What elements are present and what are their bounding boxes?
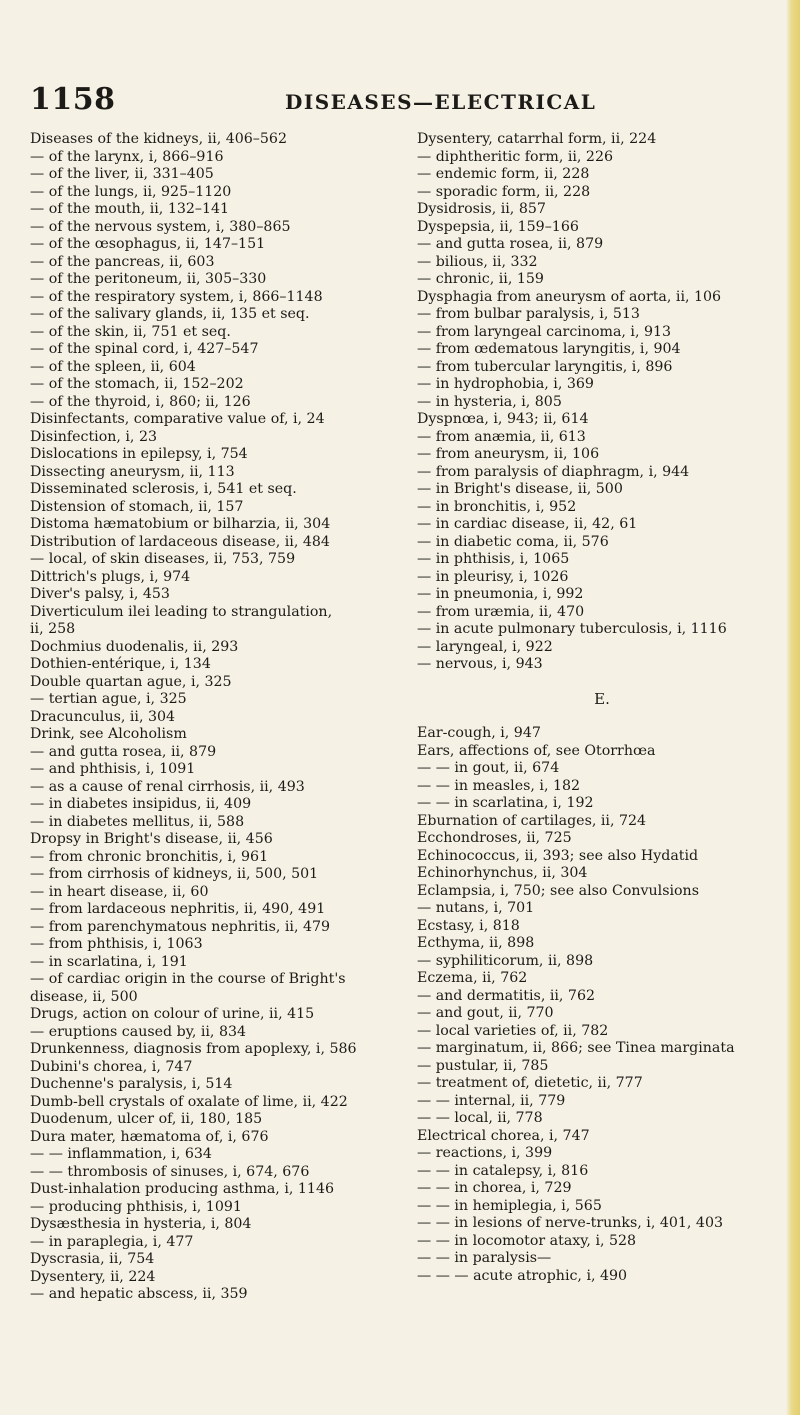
index-entry: — — in paralysis—: [417, 1250, 552, 1266]
index-entry: Dumb-bell crystals of oxalate of lime, ii, 422: [30, 1093, 348, 1110]
index-entry: — from tubercular laryngitis, i, 896: [417, 358, 673, 375]
index-entry: Dust-inhalation producing asthma, i, 1146: [30, 1181, 334, 1197]
index-entry: — — inflammation, i, 634: [30, 1146, 212, 1162]
index-entry: — from cirrhosis of kidneys, ii, 500, 501: [30, 866, 319, 882]
index-entry: Ecthyma, ii, 898: [417, 935, 535, 951]
index-entry: — chronic, ii, 159: [417, 271, 544, 287]
index-entry: — in pneumonia, i, 992: [417, 586, 584, 602]
index-entry: — laryngeal, i, 922: [417, 638, 553, 655]
index-section-e: [417, 725, 787, 1285]
index-entry: Dyspepsia, ii, 159–166: [417, 218, 579, 235]
index-entry: — marginatum, ii, 866; see Tinea marginata: [417, 1040, 735, 1056]
index-entry: Dysidrosis, ii, 857: [417, 201, 546, 217]
index-entry: — of the lungs, ii, 925–1120: [30, 183, 232, 200]
index-entry: — — internal, ii, 779: [417, 1092, 566, 1109]
index-entry: Disinfection, i, 23: [30, 428, 158, 445]
index-entry: — local varieties of, ii, 782: [417, 1022, 609, 1039]
index-entry: Dochmius duodenalis, ii, 293: [30, 638, 239, 655]
index-entry: disease, ii, 500: [30, 988, 138, 1005]
index-entry: — from œdematous laryngitis, i, 904: [417, 341, 681, 357]
index-entry: — in diabetes insipidus, ii, 409: [30, 796, 252, 812]
index-entry: — from chronic bronchitis, i, 961: [30, 848, 269, 865]
index-entry: — eruptions caused by, ii, 834: [30, 1023, 247, 1040]
index-entry: — of the spleen, ii, 604: [30, 358, 196, 375]
index-entry: Eczema, ii, 762: [417, 970, 528, 986]
page-number: 1158: [30, 82, 116, 117]
index-entry: — from lardaceous nephritis, ii, 490, 491: [30, 901, 326, 917]
index-entry: — tertian ague, i, 325: [30, 691, 187, 707]
index-entry: — and gout, ii, 770: [417, 1005, 554, 1021]
index-entry: Duodenum, ulcer of, ii, 180, 185: [30, 1111, 263, 1127]
index-entry: Ecstasy, i, 818: [417, 917, 520, 934]
index-entry: — pustular, ii, 785: [417, 1057, 549, 1074]
index-entry: — in bronchitis, i, 952: [417, 498, 577, 515]
index-entry: — from paralysis of diaphragm, i, 944: [417, 463, 690, 480]
index-entry: Electrical chorea, i, 747: [417, 1127, 590, 1144]
index-entry: — — in gout, ii, 674: [417, 760, 560, 776]
index-entry: — in hysteria, i, 805: [417, 393, 562, 410]
index-entry: Dysæsthesia in hysteria, i, 804: [30, 1216, 252, 1232]
index-entry: Dothien-entérique, i, 134: [30, 656, 211, 672]
index-entry: — in phthisis, i, 1065: [417, 551, 570, 567]
index-entry: — and hepatic abscess, ii, 359: [30, 1286, 248, 1302]
index-entry: — syphiliticorum, ii, 898: [417, 952, 594, 969]
index-entry: — of the mouth, ii, 132–141: [30, 201, 230, 217]
index-entry: — — — acute atrophic, i, 490: [417, 1267, 628, 1284]
running-head: DISEASES—ELECTRICAL: [285, 90, 597, 114]
index-entry: Diseases of the kidneys, ii, 406–562: [30, 131, 287, 147]
index-entry: — of the stomach, ii, 152–202: [30, 376, 244, 392]
index-entry: — from uræmia, ii, 470: [417, 603, 585, 620]
index-entry: — — in locomotor ataxy, i, 528: [417, 1232, 637, 1249]
index-column-left: [30, 131, 415, 1304]
index-entry: — bilious, ii, 332: [417, 253, 538, 270]
index-entry: — reactions, i, 399: [417, 1145, 553, 1161]
index-entry: Diver's palsy, i, 453: [30, 586, 170, 602]
index-entry: — in heart disease, ii, 60: [30, 883, 209, 900]
index-entry: Dislocations in epilepsy, i, 754: [30, 446, 248, 462]
index-entry: ii, 258: [30, 621, 76, 637]
index-entry: — from aneurysm, ii, 106: [417, 446, 600, 462]
index-entry: — of the nervous system, i, 380–865: [30, 218, 291, 235]
index-entry: — and dermatitis, ii, 762: [417, 987, 596, 1004]
index-entry: Dyspnœa, i, 943; ii, 614: [417, 411, 589, 427]
index-entry: — in Bright's disease, ii, 500: [417, 481, 623, 497]
index-entry: Dyscrasia, ii, 754: [30, 1251, 155, 1267]
index-entry: — producing phthisis, i, 1091: [30, 1198, 242, 1215]
index-section-d: [417, 131, 787, 674]
index-entry: Eburnation of cartilages, ii, 724: [417, 812, 647, 829]
index-entry: — — in hemiplegia, i, 565: [417, 1197, 602, 1214]
index-entry: — in diabetic coma, ii, 576: [417, 533, 609, 550]
index-entry: Distoma hæmatobium or bilharzia, ii, 304: [30, 516, 331, 532]
index-entry: — in acute pulmonary tuberculosis, i, 1116: [417, 621, 727, 637]
page-edge: [786, 0, 800, 1415]
index-entry: — from parenchymatous nephritis, ii, 479: [30, 918, 331, 935]
index-entry: — — local, ii, 778: [417, 1110, 543, 1126]
index-entry: — of the peritoneum, ii, 305–330: [30, 271, 267, 287]
index-entry: — — in measles, i, 182: [417, 777, 581, 794]
index-entry: — nervous, i, 943: [417, 656, 543, 672]
index-entry: Drink, see Alcoholism: [30, 726, 187, 742]
index-entry: Duchenne's paralysis, i, 514: [30, 1076, 233, 1092]
index-entry: Echinococcus, ii, 393; see also Hydatid: [417, 847, 699, 864]
index-entry: — from phthisis, i, 1063: [30, 936, 203, 952]
index-entry: — — in chorea, i, 729: [417, 1180, 572, 1196]
index-entry: Double quartan ague, i, 325: [30, 673, 232, 690]
index-entry: — in pleurisy, i, 1026: [417, 568, 569, 585]
index-entry: Ears, affections of, see Otorrhœa: [417, 742, 656, 759]
index-entry: Dysphagia from aneurysm of aorta, ii, 106: [417, 288, 722, 305]
index-entry: Distribution of lardaceous disease, ii, 484: [30, 533, 330, 550]
index-entry: — of the skin, ii, 751 et seq.: [30, 323, 231, 340]
index-entry: — of the liver, ii, 331–405: [30, 166, 214, 182]
index-entry: — from bulbar paralysis, i, 513: [417, 306, 640, 322]
index-entry: — in scarlatina, i, 191: [30, 953, 188, 970]
index-entry: Disseminated sclerosis, i, 541 et seq.: [30, 481, 297, 497]
index-entry: Dysentery, catarrhal form, ii, 224: [417, 131, 657, 147]
index-entry: Diverticulum ilei leading to strangulation,: [30, 603, 333, 620]
index-entry: Echinorhynchus, ii, 304: [417, 865, 588, 881]
index-entry: Ear-cough, i, 947: [417, 725, 541, 741]
index-entry: Dissecting aneurysm, ii, 113: [30, 463, 235, 480]
index-entry: — of the salivary glands, ii, 135 et seq.: [30, 306, 310, 322]
index-entry: Dura mater, hæmatoma of, i, 676: [30, 1128, 269, 1145]
index-entry: Dracunculus, ii, 304: [30, 708, 176, 725]
index-entry: — and gutta rosea, ii, 879: [30, 743, 217, 760]
index-entry: — of the respiratory system, i, 866–1148: [30, 288, 323, 305]
index-entry: — — in lesions of nerve-trunks, i, 401, 403: [417, 1215, 724, 1231]
index-entry: — diphtheritic form, ii, 226: [417, 148, 614, 165]
index-entry: — of the thyroid, i, 860; ii, 126: [30, 393, 251, 410]
index-column-right: [417, 131, 787, 1285]
index-entry: Dropsy in Bright's disease, ii, 456: [30, 831, 273, 847]
index-entry: — of the œsophagus, ii, 147–151: [30, 236, 266, 252]
index-entry: — in diabetes mellitus, ii, 588: [30, 813, 245, 830]
index-entry: — in hydrophobia, i, 369: [417, 376, 594, 392]
index-entry: Eclampsia, i, 750; see also Convulsions: [417, 882, 699, 899]
index-entry: Ecchondroses, ii, 725: [417, 830, 572, 846]
section-letter-e: E.: [594, 689, 610, 708]
index-entry: — of the spinal cord, i, 427–547: [30, 341, 259, 357]
index-entry: — of the pancreas, ii, 603: [30, 253, 215, 270]
index-entry: Dubini's chorea, i, 747: [30, 1058, 193, 1075]
index-entry: — — in scarlatina, i, 192: [417, 795, 594, 811]
index-entry: — sporadic form, ii, 228: [417, 183, 591, 200]
index-entry: Drunkenness, diagnosis from apoplexy, i, 586: [30, 1041, 357, 1057]
index-entry: — as a cause of renal cirrhosis, ii, 493: [30, 778, 305, 795]
index-entry: — — thrombosis of sinuses, i, 674, 676: [30, 1163, 310, 1180]
index-entry: Dysentery, ii, 224: [30, 1268, 156, 1285]
index-entry: — of cardiac origin in the course of Bright's: [30, 971, 346, 987]
index-entry: — treatment of, dietetic, ii, 777: [417, 1075, 643, 1091]
index-entry: — from laryngeal carcinoma, i, 913: [417, 323, 672, 340]
index-entry: — nutans, i, 701: [417, 900, 535, 916]
index-entry: — in paraplegia, i, 477: [30, 1233, 194, 1250]
index-entry: — and phthisis, i, 1091: [30, 761, 196, 777]
index-entry: — — in catalepsy, i, 816: [417, 1162, 589, 1179]
index-entry: — in cardiac disease, ii, 42, 61: [417, 516, 638, 532]
index-entry: Distension of stomach, ii, 157: [30, 498, 244, 515]
index-entry: — and gutta rosea, ii, 879: [417, 236, 604, 252]
index-entry: — local, of skin diseases, ii, 753, 759: [30, 551, 296, 567]
index-entry: — endemic form, ii, 228: [417, 166, 590, 182]
index-entry: Disinfectants, comparative value of, i, 24: [30, 411, 325, 427]
index-entry: Drugs, action on colour of urine, ii, 415: [30, 1006, 315, 1022]
index-entry: — of the larynx, i, 866–916: [30, 148, 224, 165]
index-entry: Dittrich's plugs, i, 974: [30, 568, 191, 585]
page-header: [30, 82, 790, 122]
index-entry: — from anæmia, ii, 613: [417, 428, 586, 445]
